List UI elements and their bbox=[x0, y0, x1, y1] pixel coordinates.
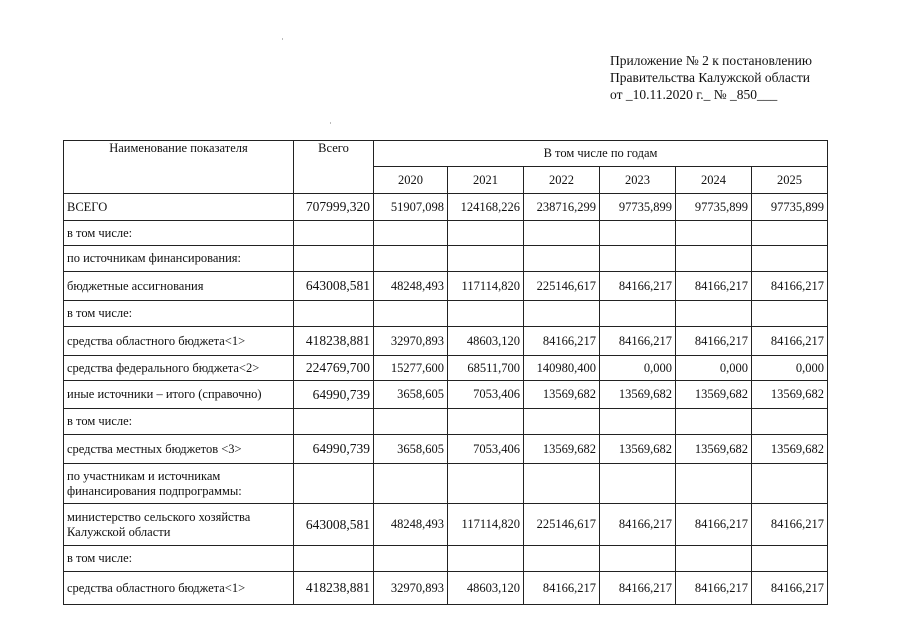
row-year-value bbox=[448, 221, 524, 246]
row-year-value: 13569,682 bbox=[600, 381, 676, 409]
row-label: в том числе: bbox=[64, 546, 294, 572]
row-total: 64990,739 bbox=[294, 381, 374, 409]
year-header: 2023 bbox=[600, 167, 676, 194]
row-label: иные источники – итого (справочно) bbox=[64, 381, 294, 409]
row-year-value: 117114,820 bbox=[448, 504, 524, 546]
row-total bbox=[294, 409, 374, 435]
row-year-value bbox=[448, 464, 524, 504]
table-row bbox=[64, 435, 828, 464]
row-year-value bbox=[374, 301, 448, 327]
year-header: 2021 bbox=[448, 167, 524, 194]
row-year-value bbox=[752, 464, 828, 504]
row-year-value: 84166,217 bbox=[676, 327, 752, 356]
row-year-value bbox=[752, 301, 828, 327]
row-total bbox=[294, 464, 374, 504]
row-year-value bbox=[524, 546, 600, 572]
appendix-header bbox=[610, 52, 812, 103]
table-row bbox=[64, 572, 828, 605]
row-year-value: 97735,899 bbox=[600, 194, 676, 221]
row-year-value bbox=[752, 409, 828, 435]
row-year-value bbox=[448, 246, 524, 272]
column-header-years-group: В том числе по годам bbox=[374, 141, 828, 167]
row-year-value: 13569,682 bbox=[752, 381, 828, 409]
row-total: 707999,320 bbox=[294, 194, 374, 221]
row-year-value: 97735,899 bbox=[676, 194, 752, 221]
row-total bbox=[294, 246, 374, 272]
row-total: 224769,700 bbox=[294, 356, 374, 381]
row-year-value bbox=[676, 409, 752, 435]
row-year-value: 0,000 bbox=[676, 356, 752, 381]
row-label: средства областного бюджета<1> bbox=[64, 572, 294, 605]
row-label: средства местных бюджетов <3> bbox=[64, 435, 294, 464]
row-year-value: 15277,600 bbox=[374, 356, 448, 381]
column-header-name: Наименование показателя bbox=[64, 141, 294, 194]
row-year-value bbox=[524, 409, 600, 435]
row-label: в том числе: bbox=[64, 409, 294, 435]
row-year-value: 48603,120 bbox=[448, 572, 524, 605]
row-year-value: 48248,493 bbox=[374, 504, 448, 546]
row-year-value bbox=[374, 409, 448, 435]
row-year-value: 7053,406 bbox=[448, 381, 524, 409]
row-year-value: 7053,406 bbox=[448, 435, 524, 464]
row-year-value: 84166,217 bbox=[524, 327, 600, 356]
table-row bbox=[64, 546, 828, 572]
row-year-value bbox=[600, 464, 676, 504]
row-year-value bbox=[524, 221, 600, 246]
row-year-value: 68511,700 bbox=[448, 356, 524, 381]
row-year-value: 84166,217 bbox=[752, 504, 828, 546]
table-row bbox=[64, 409, 828, 435]
table-row bbox=[64, 464, 828, 504]
row-label: бюджетные ассигнования bbox=[64, 272, 294, 301]
row-total: 64990,739 bbox=[294, 435, 374, 464]
row-year-value: 225146,617 bbox=[524, 272, 600, 301]
row-year-value: 97735,899 bbox=[752, 194, 828, 221]
year-header: 2025 bbox=[752, 167, 828, 194]
row-year-value bbox=[676, 221, 752, 246]
row-year-value: 84166,217 bbox=[524, 572, 600, 605]
row-label: по участникам и источникам финансирования подпрограммы: bbox=[64, 464, 294, 504]
row-year-value: 32970,893 bbox=[374, 327, 448, 356]
table-row bbox=[64, 356, 828, 381]
row-year-value bbox=[676, 246, 752, 272]
row-year-value bbox=[524, 246, 600, 272]
row-year-value: 84166,217 bbox=[600, 504, 676, 546]
table-row bbox=[64, 327, 828, 356]
table-row bbox=[64, 246, 828, 272]
row-year-value bbox=[374, 246, 448, 272]
row-year-value bbox=[600, 409, 676, 435]
row-year-value: 84166,217 bbox=[600, 272, 676, 301]
row-label: по источникам финансирования: bbox=[64, 246, 294, 272]
row-total: 643008,581 bbox=[294, 272, 374, 301]
row-year-value: 3658,605 bbox=[374, 381, 448, 409]
row-year-value: 124168,226 bbox=[448, 194, 524, 221]
row-year-value bbox=[752, 221, 828, 246]
scan-speck bbox=[282, 38, 283, 40]
scan-speck bbox=[330, 122, 331, 124]
row-year-value: 140980,400 bbox=[524, 356, 600, 381]
row-year-value: 13569,682 bbox=[524, 381, 600, 409]
row-year-value: 84166,217 bbox=[676, 272, 752, 301]
row-total bbox=[294, 546, 374, 572]
row-year-value bbox=[374, 464, 448, 504]
row-year-value: 117114,820 bbox=[448, 272, 524, 301]
row-year-value: 48248,493 bbox=[374, 272, 448, 301]
year-header: 2020 bbox=[374, 167, 448, 194]
table-row bbox=[64, 381, 828, 409]
row-total: 418238,881 bbox=[294, 572, 374, 605]
row-year-value: 51907,098 bbox=[374, 194, 448, 221]
row-year-value bbox=[448, 409, 524, 435]
row-year-value: 84166,217 bbox=[600, 572, 676, 605]
row-year-value bbox=[600, 546, 676, 572]
appendix-line-3: от _10.11.2020 г._ № _850___ bbox=[610, 87, 778, 102]
row-year-value bbox=[524, 464, 600, 504]
row-year-value: 84166,217 bbox=[752, 572, 828, 605]
row-year-value: 225146,617 bbox=[524, 504, 600, 546]
row-year-value bbox=[676, 464, 752, 504]
row-label: средства федерального бюджета<2> bbox=[64, 356, 294, 381]
row-year-value bbox=[448, 546, 524, 572]
row-year-value: 13569,682 bbox=[600, 435, 676, 464]
funding-table bbox=[63, 140, 828, 605]
row-year-value bbox=[600, 246, 676, 272]
appendix-line-1: Приложение № 2 к постановлению bbox=[610, 53, 812, 68]
row-year-value bbox=[374, 221, 448, 246]
row-year-value: 0,000 bbox=[600, 356, 676, 381]
table-row bbox=[64, 301, 828, 327]
row-year-value: 13569,682 bbox=[676, 435, 752, 464]
row-year-value: 3658,605 bbox=[374, 435, 448, 464]
row-label: министерство сельского хозяйства Калужской области bbox=[64, 504, 294, 546]
year-header: 2022 bbox=[524, 167, 600, 194]
row-year-value: 13569,682 bbox=[676, 381, 752, 409]
row-year-value: 84166,217 bbox=[752, 272, 828, 301]
table-row bbox=[64, 194, 828, 221]
row-year-value: 238716,299 bbox=[524, 194, 600, 221]
row-total bbox=[294, 221, 374, 246]
row-total: 643008,581 bbox=[294, 504, 374, 546]
row-year-value: 84166,217 bbox=[676, 504, 752, 546]
table-row bbox=[64, 504, 828, 546]
row-year-value: 32970,893 bbox=[374, 572, 448, 605]
row-total: 418238,881 bbox=[294, 327, 374, 356]
row-year-value bbox=[448, 301, 524, 327]
table-body bbox=[64, 194, 828, 605]
row-year-value bbox=[752, 246, 828, 272]
row-year-value: 13569,682 bbox=[524, 435, 600, 464]
header-row bbox=[64, 141, 828, 167]
row-year-value bbox=[676, 301, 752, 327]
row-label: в том числе: bbox=[64, 221, 294, 246]
row-label: средства областного бюджета<1> bbox=[64, 327, 294, 356]
row-label: в том числе: bbox=[64, 301, 294, 327]
row-year-value bbox=[374, 546, 448, 572]
table-row bbox=[64, 221, 828, 246]
row-year-value: 84166,217 bbox=[676, 572, 752, 605]
row-year-value bbox=[752, 546, 828, 572]
row-year-value: 84166,217 bbox=[600, 327, 676, 356]
row-year-value bbox=[600, 221, 676, 246]
row-year-value: 0,000 bbox=[752, 356, 828, 381]
row-total bbox=[294, 301, 374, 327]
row-year-value bbox=[600, 301, 676, 327]
row-label: ВСЕГО bbox=[64, 194, 294, 221]
row-year-value bbox=[676, 546, 752, 572]
table-row bbox=[64, 272, 828, 301]
row-year-value: 48603,120 bbox=[448, 327, 524, 356]
row-year-value: 13569,682 bbox=[752, 435, 828, 464]
column-header-total: Всего bbox=[294, 141, 374, 194]
row-year-value bbox=[524, 301, 600, 327]
appendix-line-2: Правительства Калужской области bbox=[610, 70, 811, 85]
year-header: 2024 bbox=[676, 167, 752, 194]
row-year-value: 84166,217 bbox=[752, 327, 828, 356]
